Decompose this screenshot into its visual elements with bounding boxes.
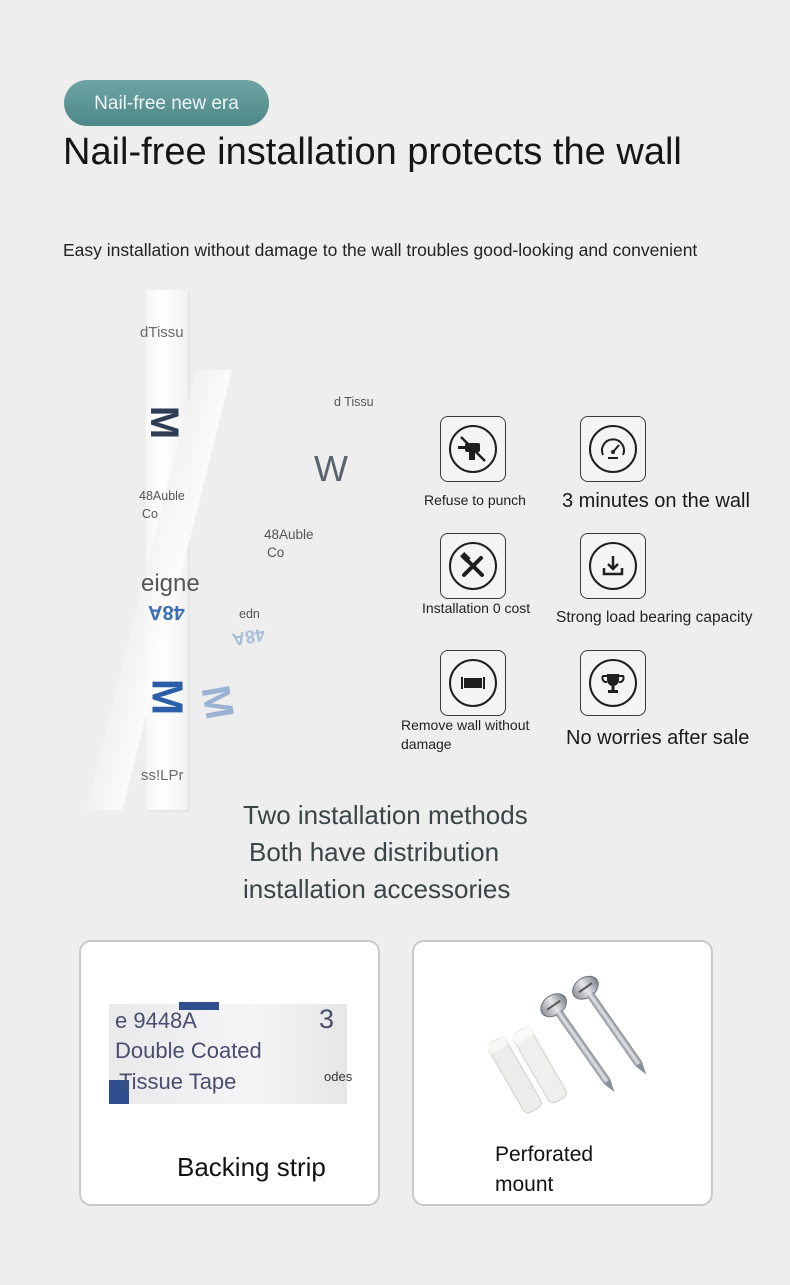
- feature-remove-no-damage: [440, 650, 506, 716]
- feature-3-minutes: [580, 416, 646, 482]
- feature-load-bearing: [580, 533, 646, 599]
- feature-refuse-punch: [440, 416, 506, 482]
- feature-label: Strong load bearing capacity: [556, 609, 753, 626]
- tape-text: odes: [324, 1069, 353, 1084]
- tape-logo: M: [142, 405, 187, 440]
- tape-print: 48A: [230, 624, 267, 650]
- tape-text: e 9448A: [115, 1008, 197, 1033]
- tape-text: Double Coated: [115, 1038, 262, 1063]
- tape-print: ss!LPr: [141, 767, 184, 784]
- page-title: Nail-free installation protects the wall: [63, 131, 682, 173]
- page-subtitle: Easy installation without damage to the wall troubles good-looking and convenient: [63, 240, 698, 260]
- methods-line-3: installation accessories: [243, 874, 511, 904]
- methods-line-2: Both have distribution: [249, 837, 500, 867]
- tools-icon: [449, 542, 497, 590]
- tape-print: 48A: [148, 601, 185, 623]
- feature-label: Remove wall without damage: [401, 717, 530, 752]
- tape-print: d Tissu: [334, 395, 374, 409]
- card-label: Backing strip: [177, 1152, 326, 1182]
- tape-roll-icon: [449, 659, 497, 707]
- screws-anchors-image: [474, 980, 654, 1130]
- tape-print: eigne: [141, 570, 200, 597]
- trophy-icon: [589, 659, 637, 707]
- gauge-icon: [589, 425, 637, 473]
- no-drill-icon: [449, 425, 497, 473]
- tape-print: dTissu: [140, 324, 184, 341]
- feature-label: Installation 0 cost: [422, 600, 531, 616]
- tape-print: W: [314, 448, 348, 489]
- tape-text: 3: [319, 1004, 335, 1034]
- feature-after-sale: [580, 650, 646, 716]
- category-badge: Nail-free new era: [64, 80, 269, 126]
- feature-zero-cost: [440, 533, 506, 599]
- download-icon: [589, 542, 637, 590]
- tape-photo: [109, 1004, 353, 1104]
- tape-logo: M: [142, 678, 192, 716]
- tape-print: 48Auble Co: [264, 527, 314, 560]
- feature-label: Refuse to punch: [424, 492, 526, 508]
- perforated-mount-card: [412, 940, 713, 1206]
- tape-print: edn: [239, 607, 260, 621]
- tape-text: Tissue Tape: [119, 1069, 237, 1094]
- feature-label: No worries after sale: [566, 727, 750, 749]
- tape-logo: M: [192, 682, 242, 723]
- tape-print: 48Auble Co: [139, 489, 185, 521]
- feature-label: 3 minutes on the wall: [562, 490, 750, 512]
- backing-strip-card: [79, 940, 380, 1206]
- card-label: Perforated mount: [495, 1143, 594, 1196]
- methods-line-1: Two installation methods: [243, 800, 528, 830]
